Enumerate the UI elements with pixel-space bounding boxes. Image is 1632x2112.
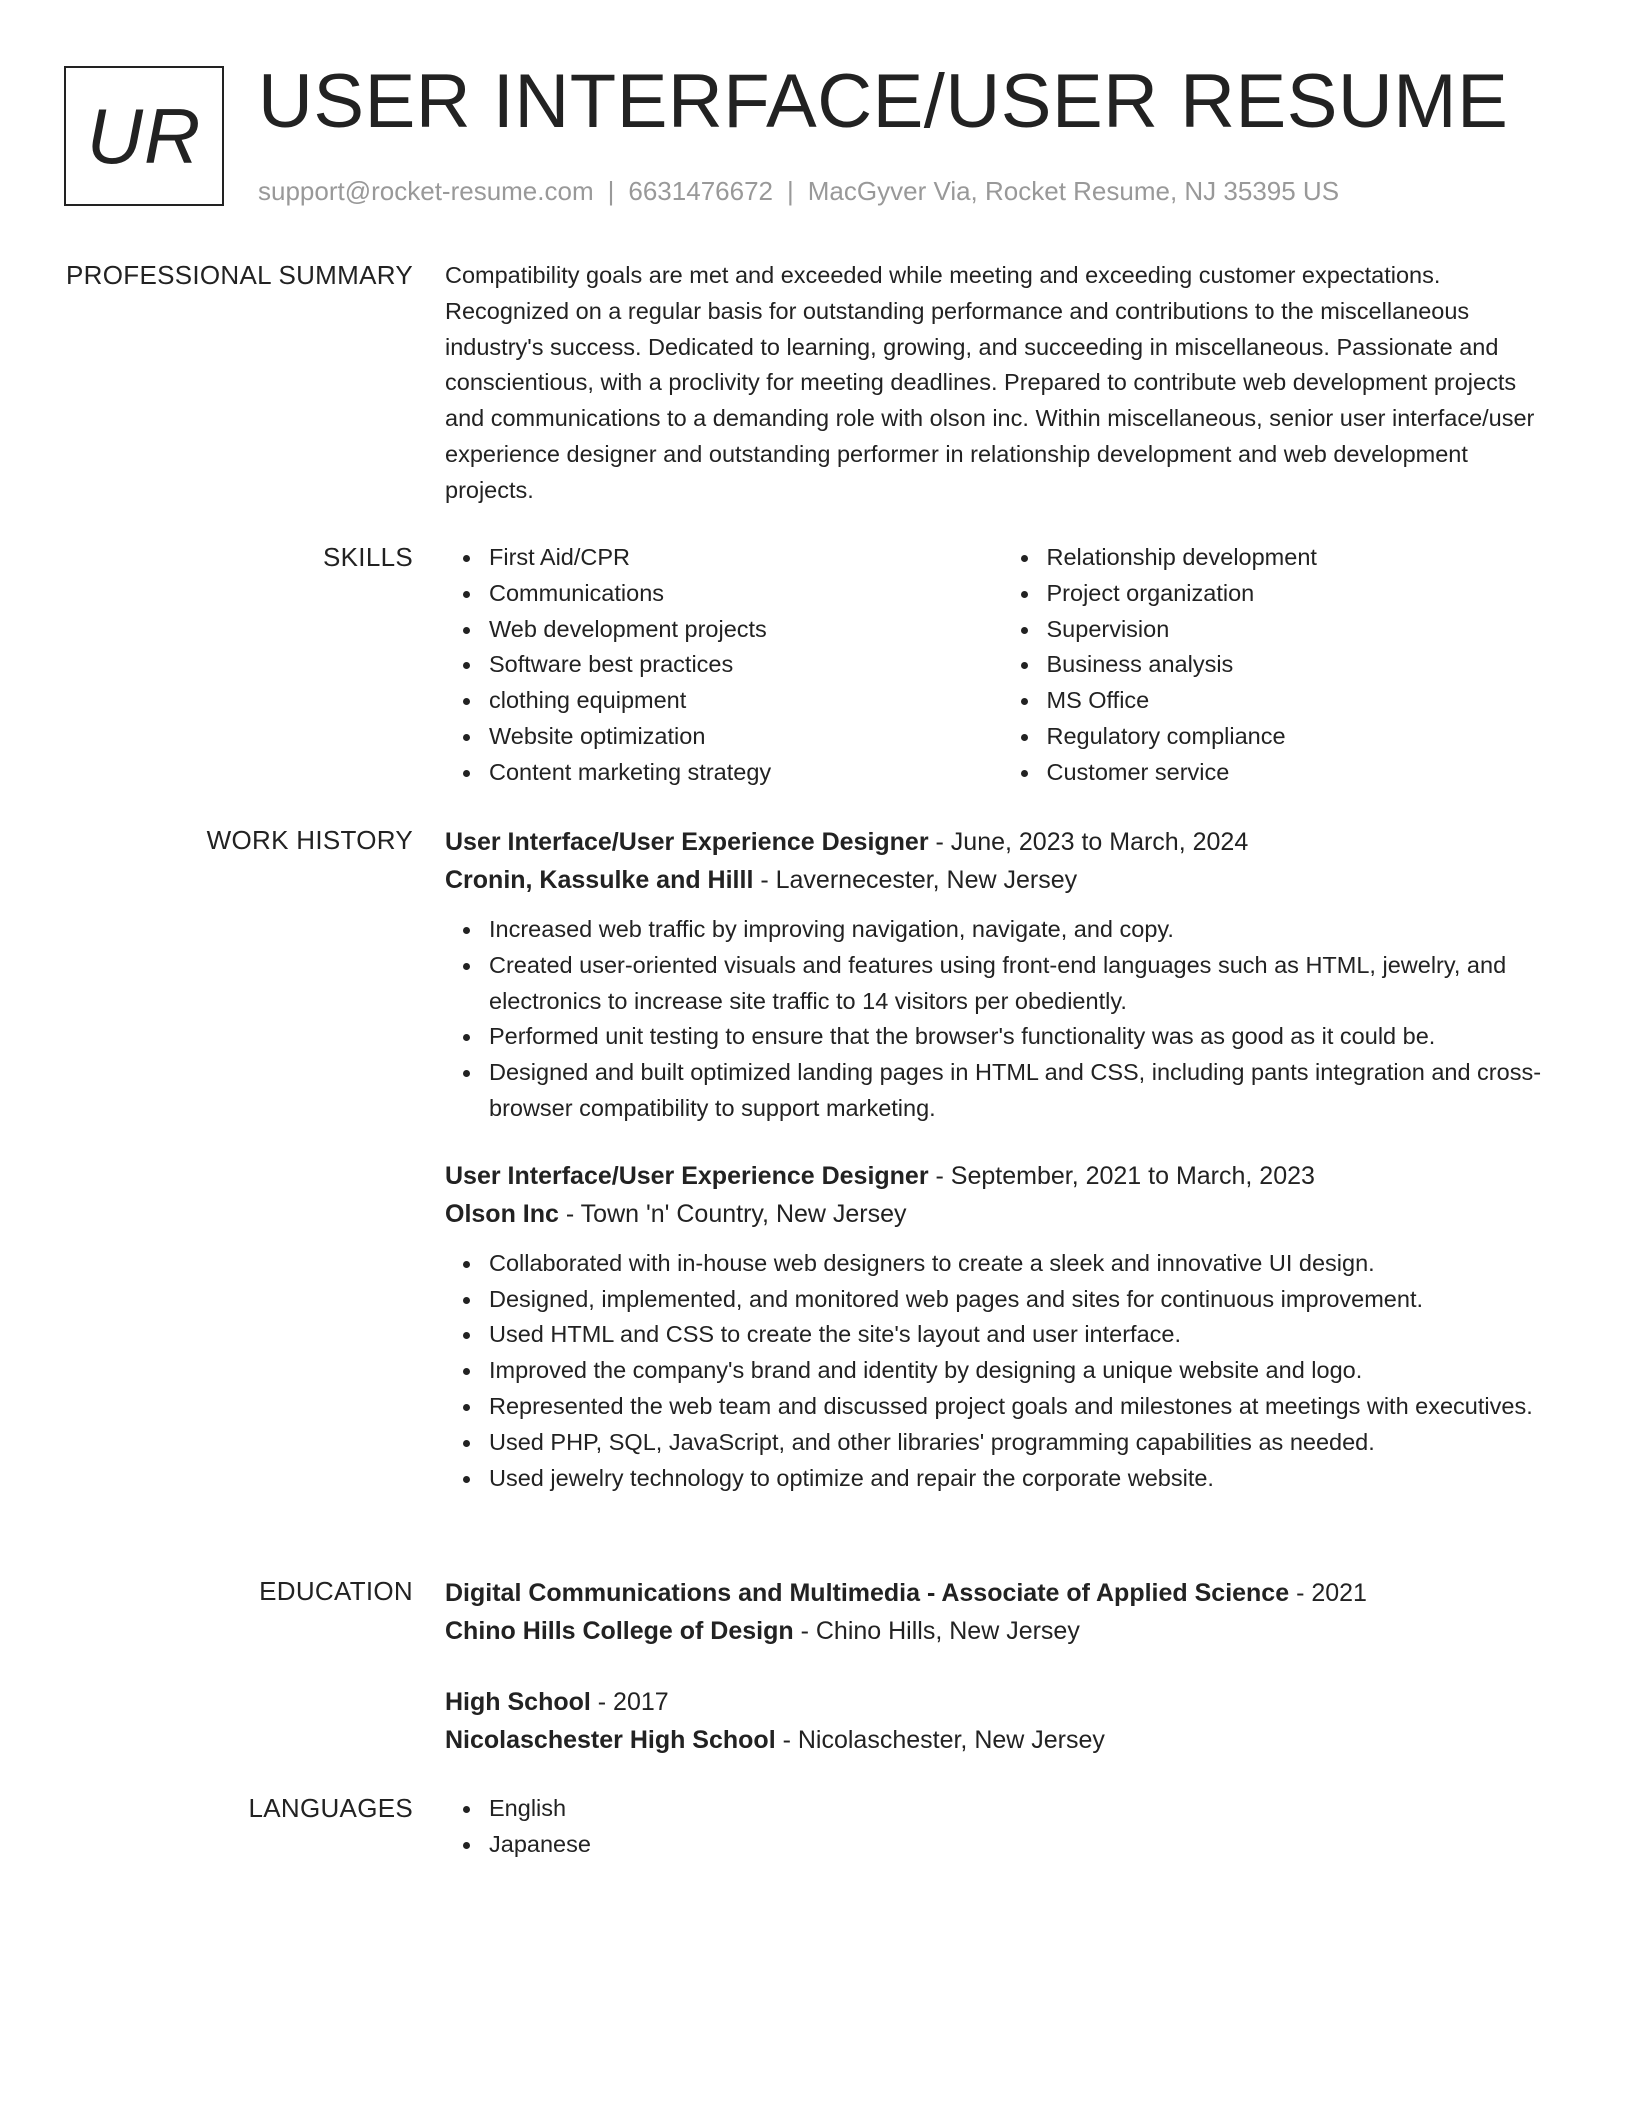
job-title: User Interface/User Experience Designer <box>445 1161 929 1190</box>
skill-item: Regulatory compliance <box>1047 719 1561 755</box>
contact-line <box>258 175 1339 207</box>
job-bullet: Used PHP, SQL, JavaScript, and other libraries' programming capabilities as needed. <box>489 1425 1560 1461</box>
graduation-year: - 2021 <box>1289 1579 1367 1607</box>
job-company-line <box>445 1195 1560 1233</box>
job-bullet: Designed and built optimized landing pages in HTML and CSS, including pants integration and cross-browser compatibility to support marketing. <box>489 1055 1560 1127</box>
job-company-line <box>445 861 1560 899</box>
degree: Digital Communications and Multimedia - Associate of Applied Science <box>445 1579 1290 1607</box>
skill-item: First Aid/CPR <box>489 540 1003 576</box>
summary-text: Compatibility goals are met and exceeded while meeting and exceeding customer expectations. Recognized on a regular basis for outstanding performance and contributions to the miscellaneous industry's success. Dedicated to learning, growing, and succeeding in miscellaneous. Passionate and conscientious, with a proclivity for meeting deadlines. Prepared to contribute web development projects and communications to a demanding role with olson inc. Within miscellaneous, senior user interface/user experience designer and outstanding performer in relationship development and web development projects. <box>445 262 1535 503</box>
languages-label: LANGUAGES <box>248 1793 413 1823</box>
skill-item: Customer service <box>1047 755 1561 791</box>
job-entry <box>445 1157 1560 1497</box>
language-item: Japanese <box>489 1827 1560 1863</box>
job-title-line <box>445 823 1560 861</box>
contact-separator: | <box>787 176 794 206</box>
languages-list <box>445 1791 1560 1863</box>
job-dates: - June, 2023 to March, 2024 <box>928 828 1249 856</box>
job-bullet: Collaborated with in-house web designers to create a sleek and innovative UI design. <box>489 1246 1560 1282</box>
job-location: - Lavernecester, New Jersey <box>753 866 1078 894</box>
job-bullet: Designed, implemented, and monitored web pages and sites for continuous improvement. <box>489 1282 1560 1318</box>
skill-item: Web development projects <box>489 612 1003 648</box>
education-body <box>445 1574 1560 1759</box>
job-company: Olson Inc <box>445 1199 559 1228</box>
skills-list-right <box>1003 540 1561 791</box>
job-bullet: Performed unit testing to ensure that the browser's functionality was as good as it could be. <box>489 1019 1560 1055</box>
job-location: - Town 'n' Country, New Jersey <box>558 1199 907 1228</box>
skill-item: MS Office <box>1047 683 1561 719</box>
contact-phone: 6631476672 <box>628 176 773 206</box>
degree-line <box>445 1574 1560 1612</box>
school-line <box>445 1612 1560 1650</box>
job-bullet: Created user-oriented visuals and features using front-end languages such as HTML, jewelry, and electronics to increase site traffic to 14 visitors per obediently. <box>489 948 1560 1020</box>
job-bullet: Represented the web team and discussed project goals and milestones at meetings with executives. <box>489 1389 1560 1425</box>
job-bullet: Increased web traffic by improving navigation, navigate, and copy. <box>489 912 1560 948</box>
skill-item: Business analysis <box>1047 647 1561 683</box>
languages-body <box>445 1791 1560 1863</box>
work-body <box>445 823 1560 1496</box>
contact-address: MacGyver Via, Rocket Resume, NJ 35395 US <box>807 176 1340 206</box>
graduation-year: - 2017 <box>590 1688 669 1716</box>
school-location: - Chino Hills, New Jersey <box>793 1617 1080 1645</box>
skills-list-left <box>445 540 1003 791</box>
job-bullets <box>445 1246 1560 1497</box>
job-bullets <box>445 912 1560 1127</box>
job-dates: - September, 2021 to March, 2023 <box>928 1161 1315 1190</box>
education-label: EDUCATION <box>259 1576 413 1606</box>
monogram-box <box>64 66 224 206</box>
skill-item: Relationship development <box>1047 540 1561 576</box>
school: Nicolaschester High School <box>445 1726 776 1754</box>
job-bullet: Improved the company's brand and identity by designing a unique website and logo. <box>489 1353 1560 1389</box>
monogram-initials: UR <box>86 91 202 180</box>
job-title-line <box>445 1157 1560 1195</box>
skill-item: Communications <box>489 576 1003 612</box>
contact-separator: | <box>607 176 615 206</box>
skill-item: clothing equipment <box>489 683 1003 719</box>
resume-title: USER INTERFACE/USER RESUME <box>258 59 1509 144</box>
education-entry <box>445 1574 1560 1650</box>
degree: High School <box>445 1688 591 1716</box>
contact-email: support@rocket-resume.com <box>258 176 594 206</box>
degree-line <box>445 1683 1560 1721</box>
school-location: - Nicolaschester, New Jersey <box>775 1726 1105 1754</box>
job-title: User Interface/User Experience Designer <box>445 828 929 856</box>
language-item: English <box>489 1791 1560 1827</box>
job-bullet: Used jewelry technology to optimize and repair the corporate website. <box>489 1461 1560 1497</box>
skill-item: Project organization <box>1047 576 1561 612</box>
summary-label: PROFESSIONAL SUMMARY <box>66 260 413 290</box>
work-label: WORK HISTORY <box>206 825 413 855</box>
school-line <box>445 1721 1560 1759</box>
education-entry <box>445 1683 1560 1759</box>
skill-item: Software best practices <box>489 647 1003 683</box>
skill-item: Supervision <box>1047 612 1561 648</box>
job-bullet: Used HTML and CSS to create the site's layout and user interface. <box>489 1317 1560 1353</box>
school: Chino Hills College of Design <box>445 1617 794 1645</box>
job-entry <box>445 823 1560 1127</box>
summary-body <box>445 258 1560 509</box>
skills-body <box>445 540 1560 791</box>
job-company: Cronin, Kassulke and Hilll <box>445 866 754 894</box>
skills-label: SKILLS <box>323 542 413 572</box>
skill-item: Website optimization <box>489 719 1003 755</box>
skill-item: Content marketing strategy <box>489 755 1003 791</box>
